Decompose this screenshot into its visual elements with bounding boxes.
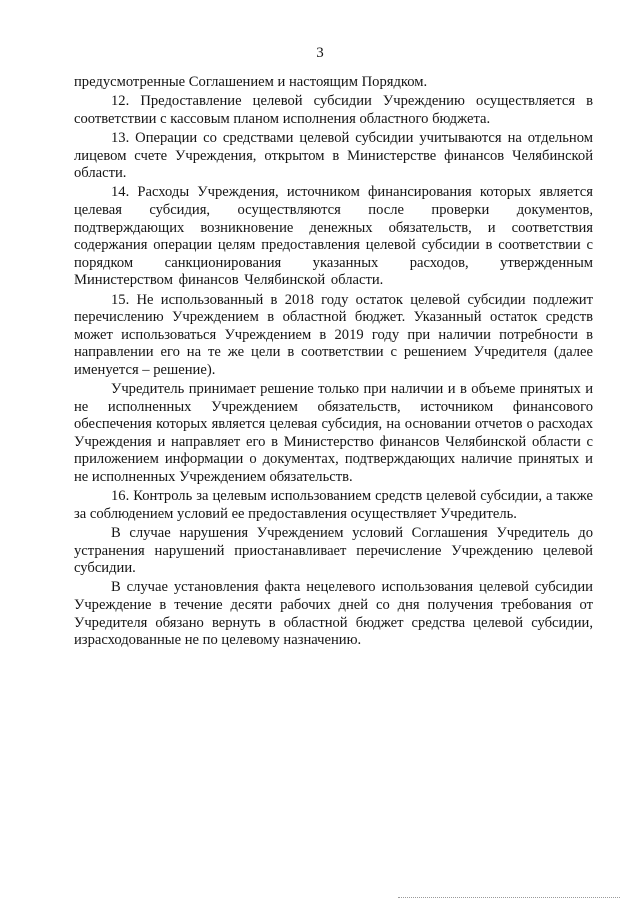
paragraph-16: 16. Контроль за целевым использованием средств целевой субсидии, а также за соблюдением условий ее предоставления осуществляет Учредитель. — [74, 488, 593, 522]
page-number: 3 — [316, 45, 324, 61]
scan-footer-mark — [398, 897, 620, 901]
paragraph-16-misuse: В случае установления факта нецелевого использования целевой субсидии Учреждение в течение десяти рабочих дней со дня получения требования от Учредителя обязано вернуть в областной бюджет средства целевой субсидии, израсходованные не по целевому назначению. — [74, 579, 593, 649]
paragraph-11-continuation: предусмотренные Соглашением и настоящим Порядком. — [74, 74, 428, 90]
document-body — [74, 74, 593, 651]
paragraph-12: 12. Предоставление целевой субсидии Учреждению осуществляется в соответствии с кассовым планом исполнения областного бюджета. — [74, 93, 593, 127]
paragraph-15-founder-decision: Учредитель принимает решение только при наличии и в объеме принятых и не исполненных Учреждением обязательств, источником финансового обеспечения которых является целевая субсидия, на основании отчетов о расходах Учреждения и направляет его в Министерство финансов Челябинской области с приложением информации о документах, подтверждающих наличие принятых и не исполненных Учреждением обязательств. — [74, 381, 593, 486]
paragraph-16-violation: В случае нарушения Учреждением условий Соглашения Учредитель до устранения нарушений приостанавливает перечисление Учреждению целевой субсидии. — [74, 525, 593, 577]
paragraph-14: 14. Расходы Учреждения, источником финансирования которых является целевая субсидия, осуществляются после проверки документов, подтверждающих возникновение денежных обязательств, и соответствия содержания операции целям предоставления целевой субсидии в соответствии с порядком санкционирования указанных расходов, утвержденным Министерством финансов Челябинской области. — [74, 184, 593, 289]
paragraph-15: 15. Не использованный в 2018 году остаток целевой субсидии подлежит перечислению Учреждением в областной бюджет. Указанный остаток средств может использоваться Учреждением в 2019 году при наличии потребности в направлении его на те же цели в соответствии с решением Учредителя (далее именуется – решение). — [74, 291, 593, 378]
paragraph-13: 13. Операции со средствами целевой субсидии учитываются на отдельном лицевом счете Учреждения, открытом в Министерстве финансов Челябинской области. — [74, 129, 593, 182]
